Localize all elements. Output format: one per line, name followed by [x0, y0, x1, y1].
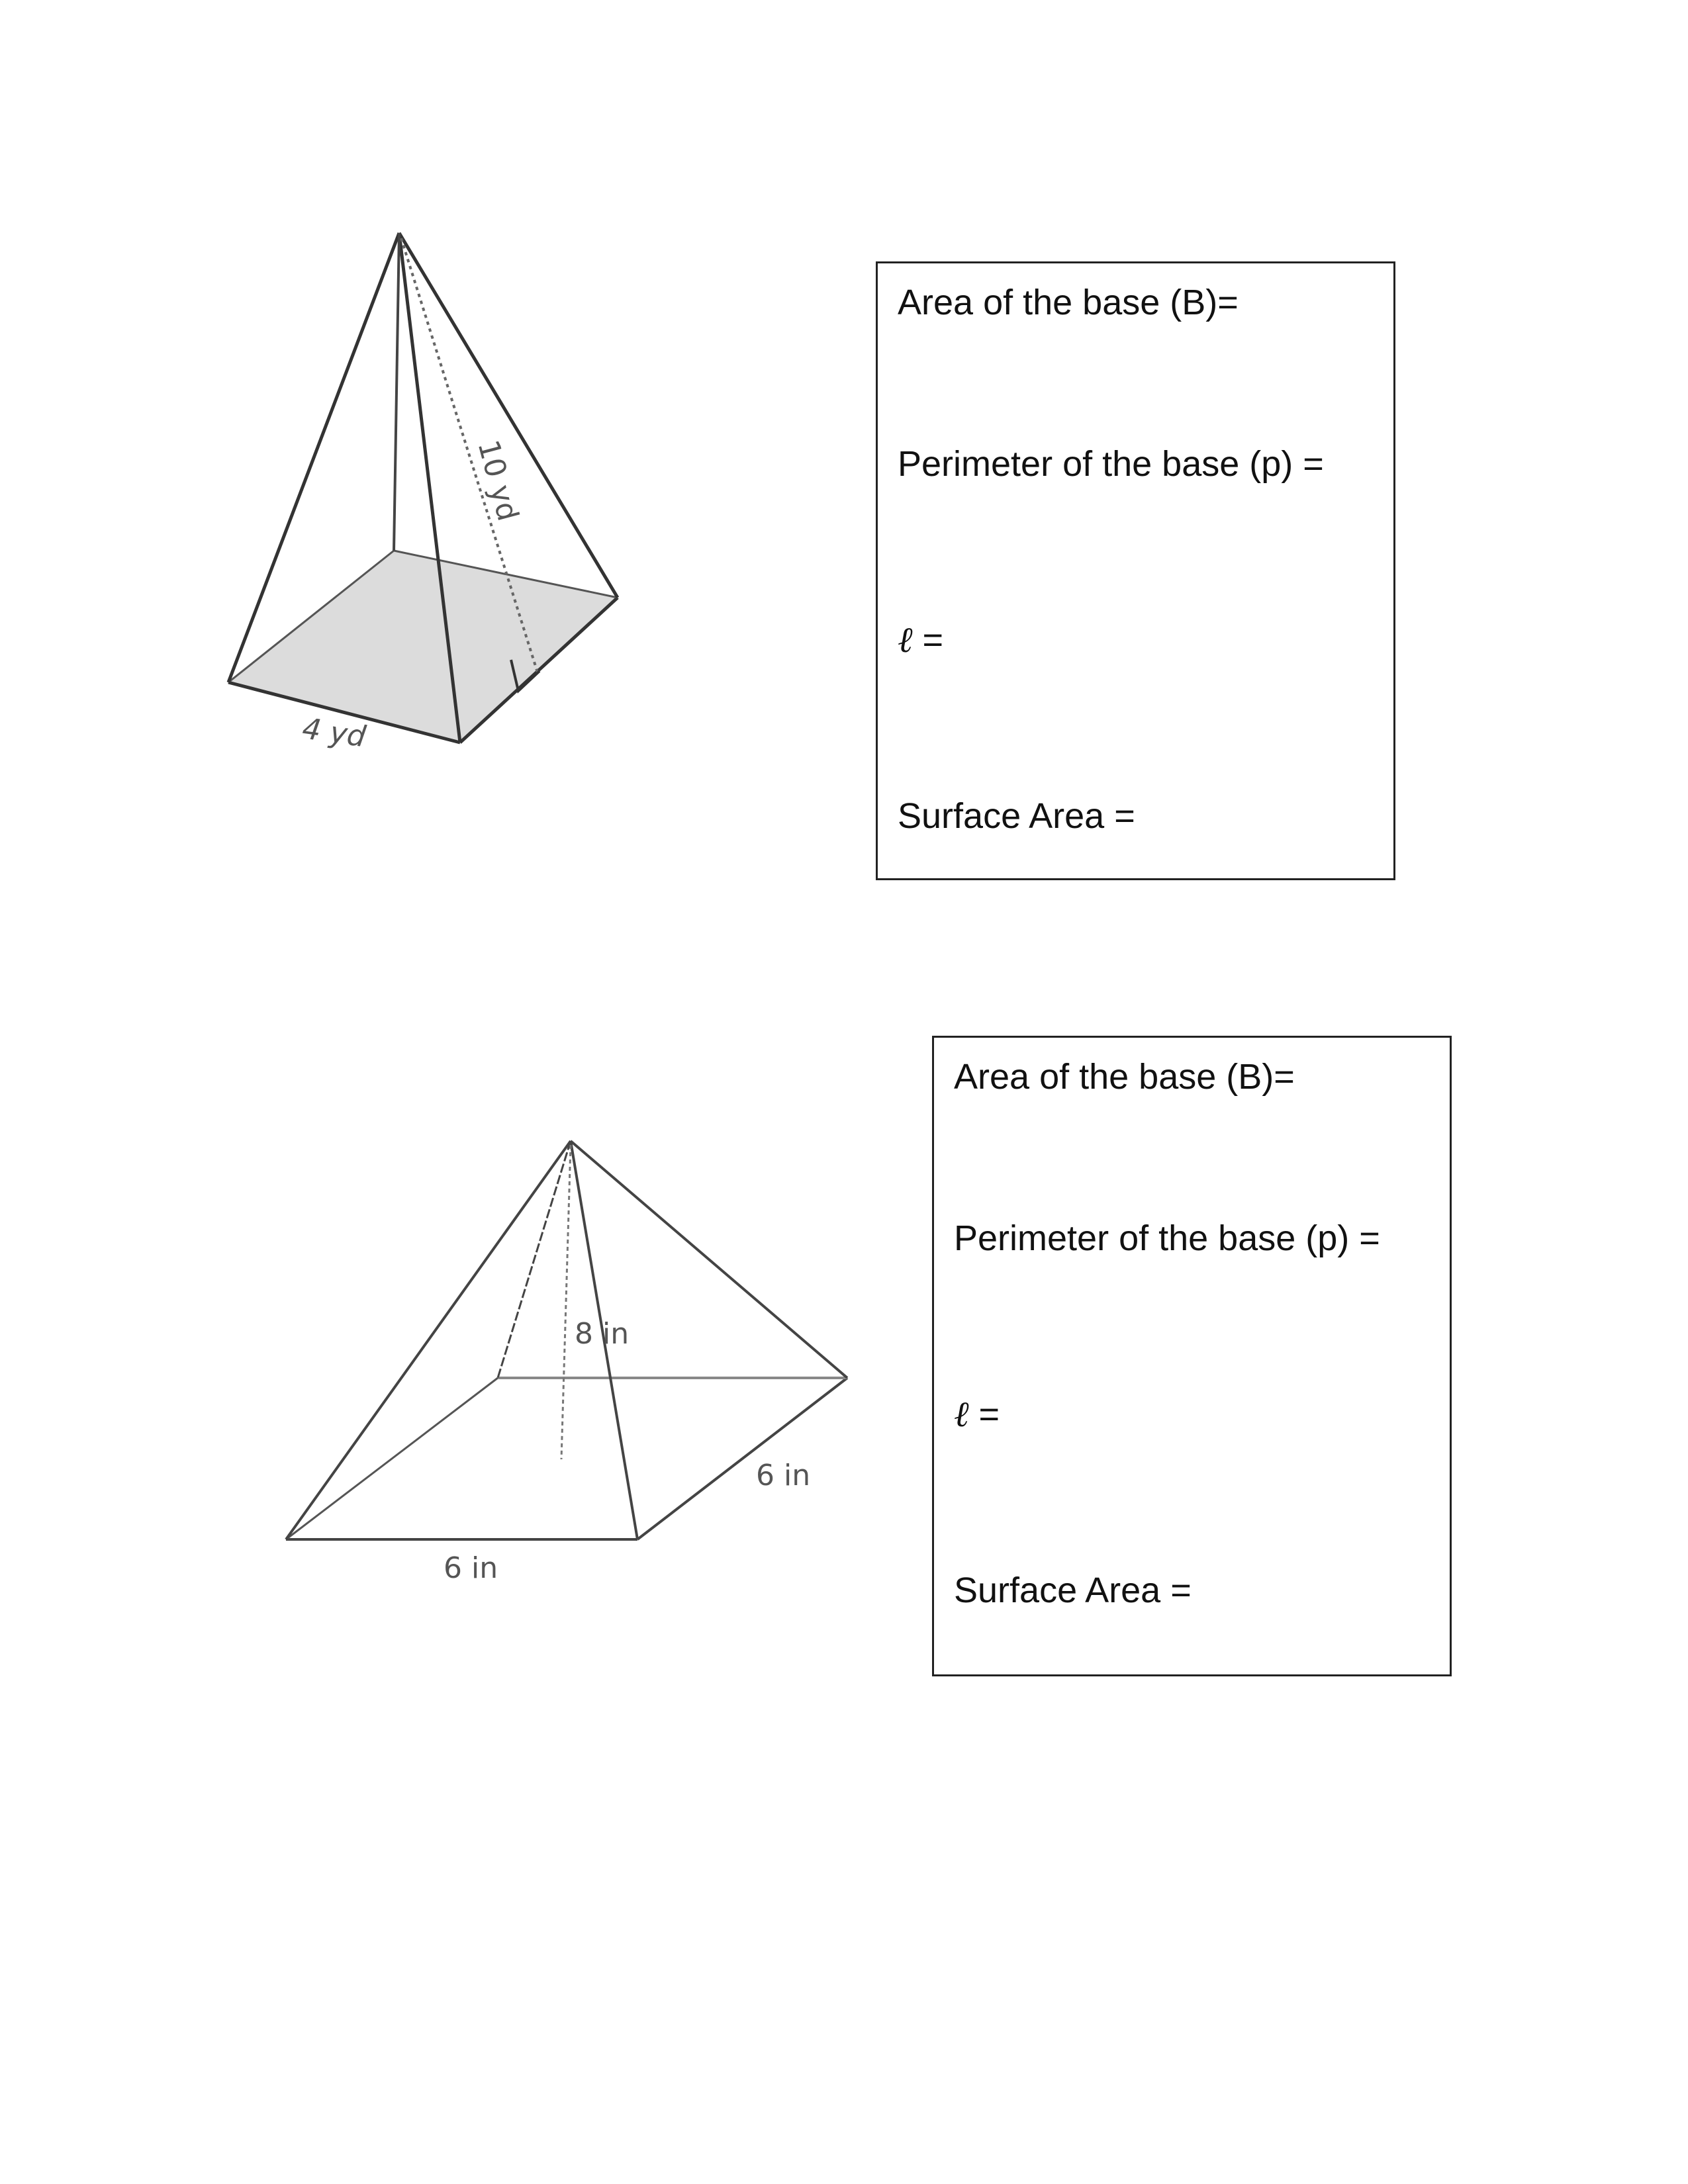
pyramid-2-height — [561, 1145, 571, 1459]
pyramid-2-height-label: 8 in — [575, 1317, 630, 1351]
slant-height-symbol: ℓ — [954, 1393, 969, 1435]
pyramid-2-right-edge — [637, 1378, 847, 1539]
slant-height-line — [954, 1393, 1000, 1435]
pyramid-1-lateral-right — [399, 233, 618, 598]
perimeter-label: Perimeter of the base (p) = — [898, 444, 1324, 484]
slant-height-line — [898, 619, 944, 660]
slant-height-equals: = — [922, 620, 944, 660]
pyramid-2-lateral-left — [286, 1141, 571, 1539]
slant-height-equals: = — [978, 1394, 1000, 1434]
surface-area-label: Surface Area = — [954, 1570, 1192, 1610]
pyramid-figure-1 — [0, 0, 728, 794]
pyramid-1-drawing — [0, 0, 728, 794]
pyramid-1-base-label: 4 yd — [300, 711, 368, 754]
pyramid-2-left-back-edge — [286, 1378, 498, 1539]
pyramid-1-slant-label: 10 yd — [471, 436, 525, 525]
pyramid-2-lateral-back — [498, 1141, 571, 1378]
pyramid-2-drawing — [0, 1059, 894, 1655]
answer-box-1 — [876, 261, 1395, 880]
base-area-label: Area of the base (B)= — [898, 283, 1239, 322]
pyramid-2-bottom-side-label: 6 in — [444, 1551, 498, 1585]
slant-height-symbol: ℓ — [898, 619, 913, 660]
perimeter-label: Perimeter of the base (p) = — [954, 1218, 1380, 1258]
pyramid-2-right-side-label: 6 in — [756, 1459, 811, 1492]
pyramid-1-base — [228, 551, 618, 743]
pyramid-figure-2 — [0, 1059, 894, 1655]
base-area-label: Area of the base (B)= — [954, 1057, 1295, 1097]
pyramid-1-lateral-back — [394, 233, 399, 551]
surface-area-label: Surface Area = — [898, 796, 1135, 836]
answer-box-2 — [932, 1036, 1452, 1676]
